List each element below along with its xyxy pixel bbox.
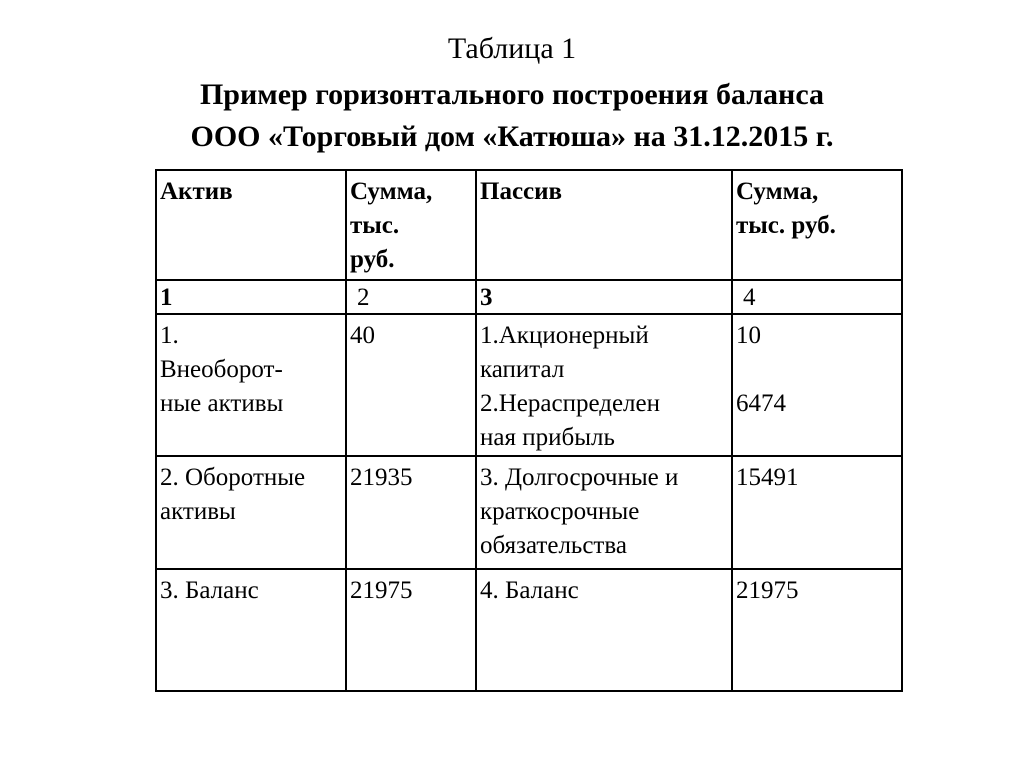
table-row [156,569,902,691]
row1-asset-value: 40 [346,314,476,456]
row1-liability: 1.Акционерный капитал 2.Нераспределен ная прибыль [476,314,732,456]
row2-liability-value: 15491 [732,456,902,569]
row1-liability-value: 10 6474 [732,314,902,456]
balance-table [155,169,903,692]
header-liability: Пассив [476,170,732,280]
header-row [156,170,902,280]
row1-asset: 1. Внеоборот- ные активы [156,314,346,456]
row2-asset: 2. Оборотные активы [156,456,346,569]
column-number-3: 3 [476,280,732,314]
header-asset: Актив [156,170,346,280]
table-row [156,456,902,569]
column-number-row [156,280,902,314]
column-number-2: 2 [346,280,476,314]
document-title-line-2: ООО «Торговый дом «Катюша» на 31.12.2015 г. [190,120,834,153]
row3-liability: 4. Баланс [476,569,732,691]
row3-liability-value: 21975 [732,569,902,691]
header-liability-sum: Сумма, тыс. руб. [732,170,902,280]
row3-asset: 3. Баланс [156,569,346,691]
table-caption: Таблица 1 [447,32,577,65]
document-title-line-1: Пример горизонтального построения баланса [199,78,825,111]
column-number-1: 1 [156,280,346,314]
column-number-4: 4 [732,280,902,314]
row3-asset-value: 21975 [346,569,476,691]
row2-asset-value: 21935 [346,456,476,569]
table-row [156,314,902,456]
header-asset-sum: Сумма, тыс. руб. [346,170,476,280]
row2-liability: 3. Долгосрочные и краткосрочные обязательства [476,456,732,569]
